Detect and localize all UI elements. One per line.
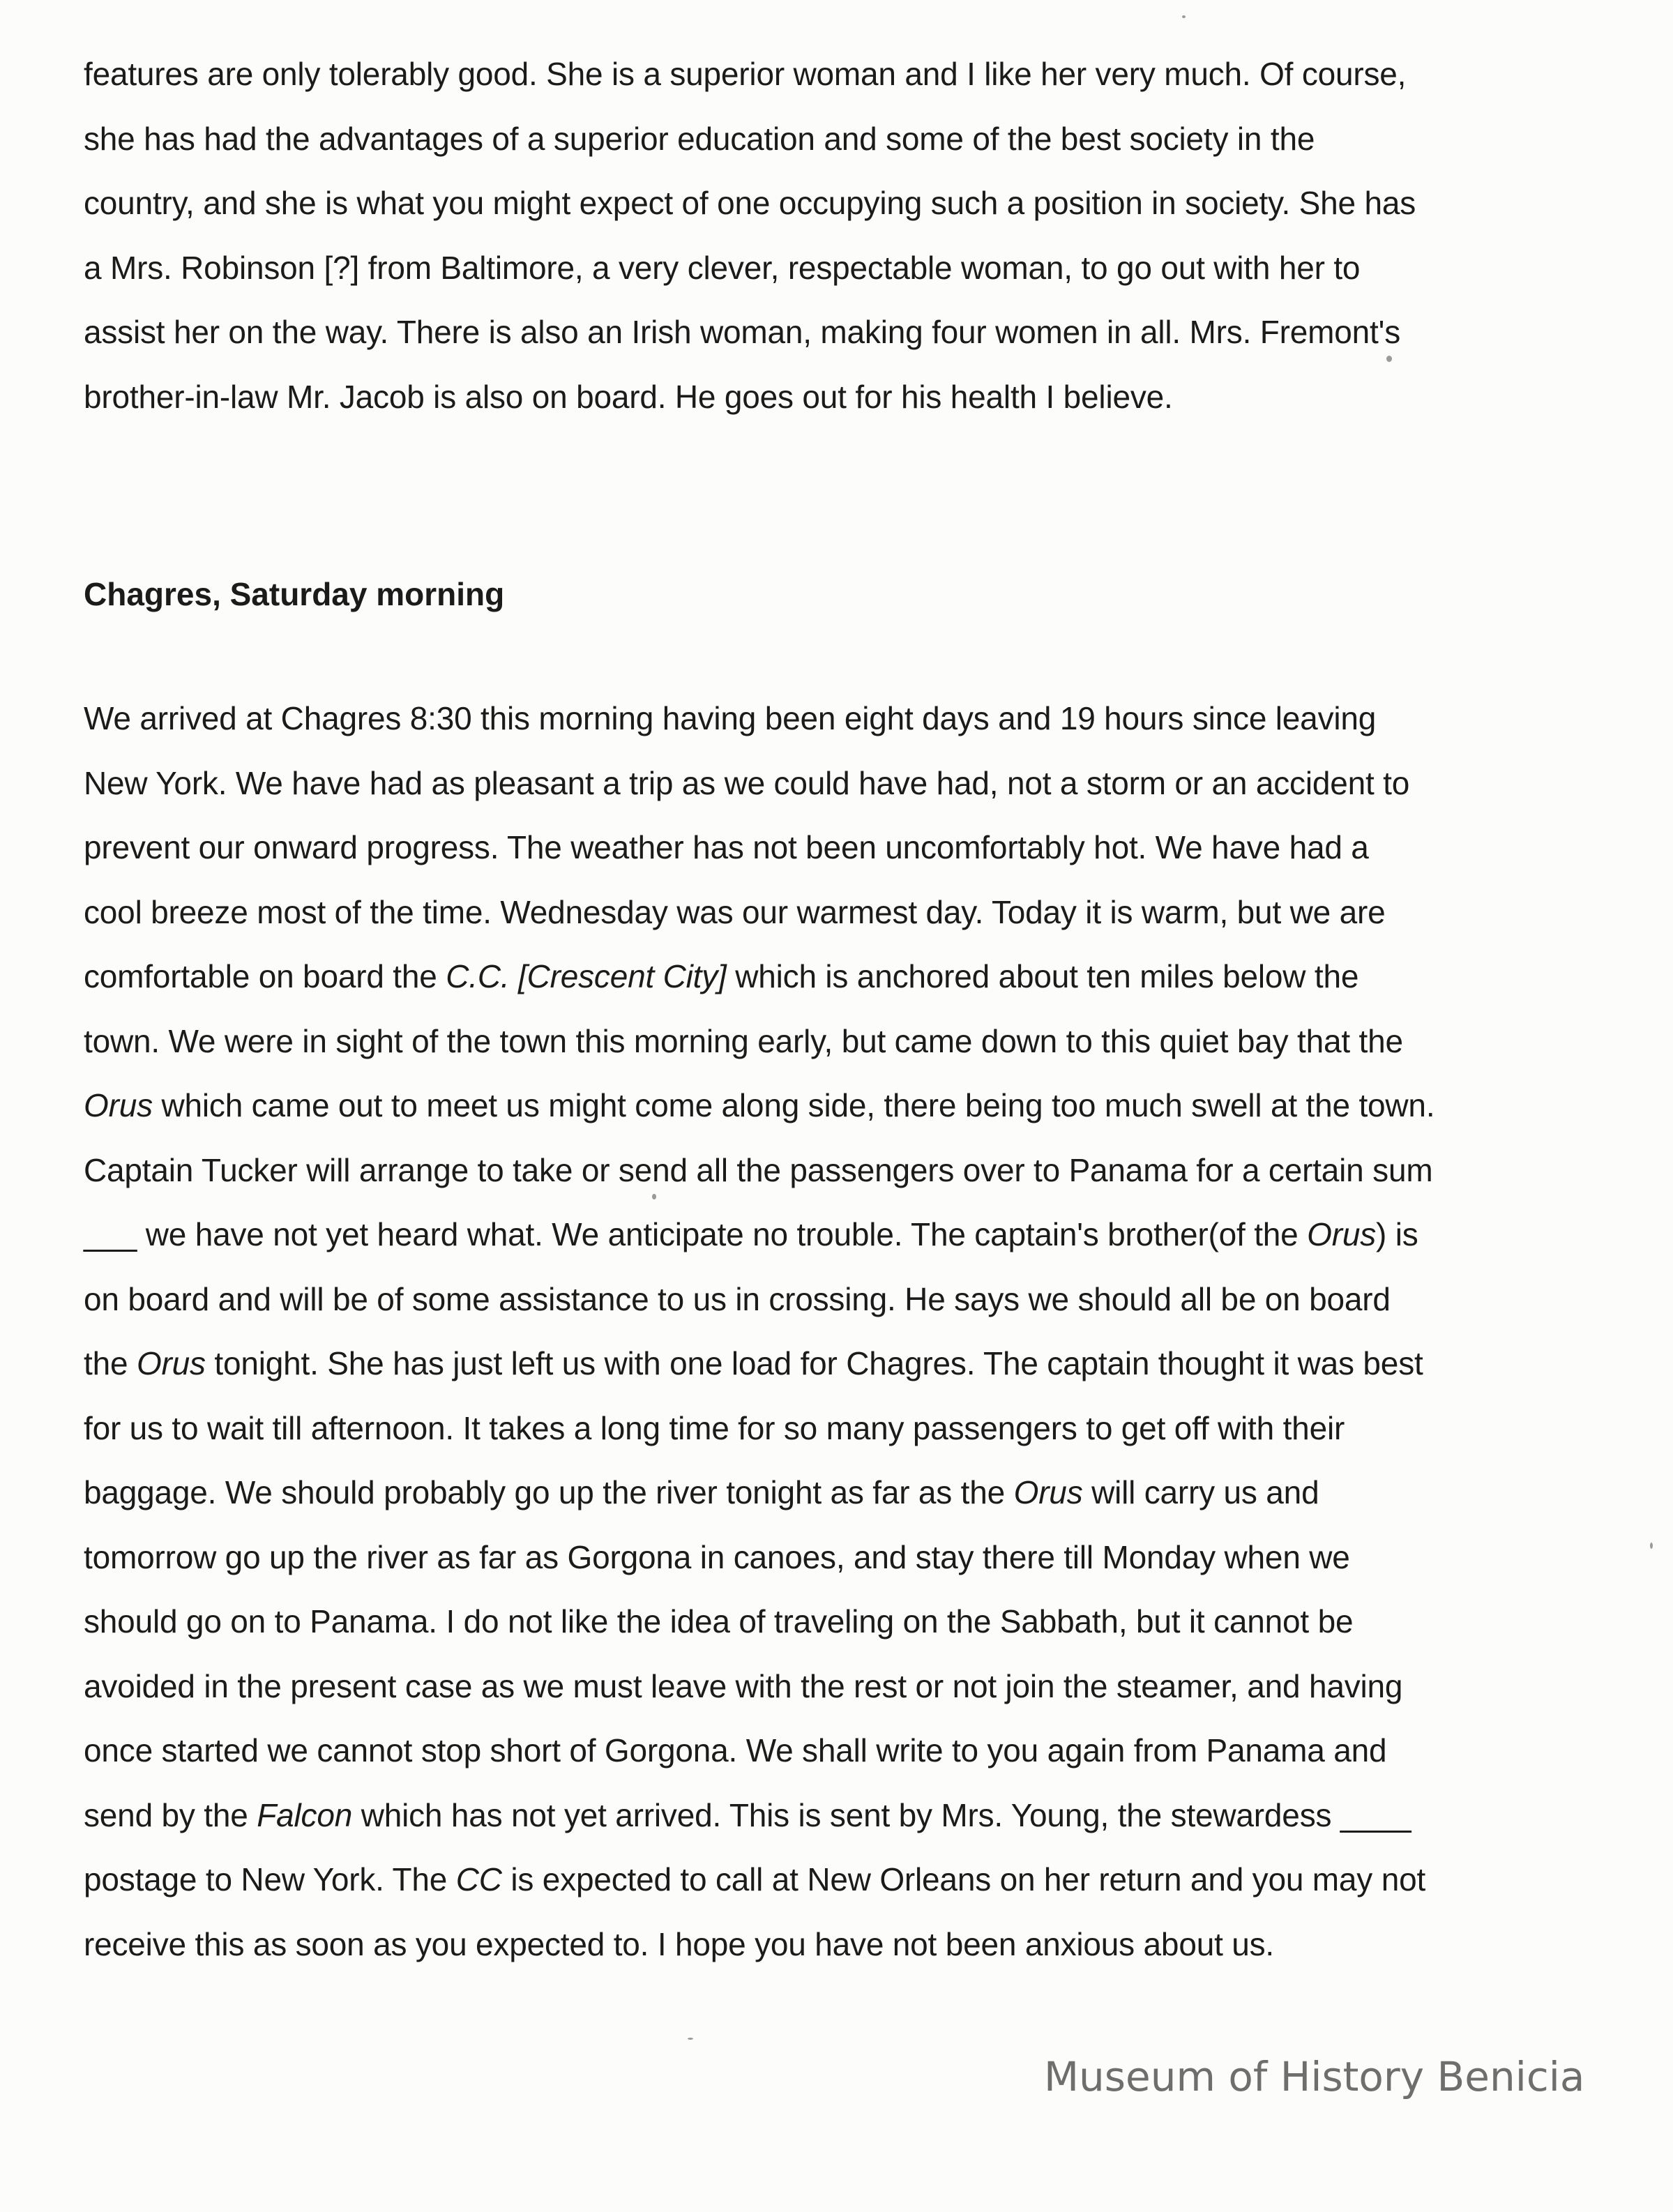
- text-line: [84, 1331, 1639, 1396]
- italic-title: Falcon: [257, 1796, 353, 1833]
- paragraph-1: [84, 42, 1639, 429]
- text-run: assist her on the way. There is also an Irish woman, making four women in all. Mrs. Fremont's: [84, 314, 1400, 350]
- text-line: [84, 1525, 1639, 1590]
- text-run: which came out to meet us might come along side, there being too much swell at the town.: [152, 1087, 1435, 1123]
- text-run: tonight. She has just left us with one load for Chagres. The captain thought it was best: [205, 1345, 1423, 1381]
- scan-speck: [652, 1194, 656, 1199]
- text-line: [84, 815, 1639, 880]
- text-line: [84, 1138, 1639, 1203]
- text-line: [84, 365, 1639, 430]
- text-run: comfortable on board the: [84, 958, 446, 994]
- text-run: for us to wait till afternoon. It takes a long time for so many passengers to get off with their: [84, 1409, 1345, 1446]
- text-run: should go on to Panama. I do not like the idea of traveling on the Sabbath, but it cannot be: [84, 1603, 1354, 1639]
- section-heading: Chagres, Saturday morning: [84, 576, 505, 612]
- text-run: cool breeze most of the time. Wednesday was our warmest day. Today it is warm, but we are: [84, 893, 1386, 930]
- text-run: town. We were in sight of the town this morning early, but came down to this quiet bay that the: [84, 1022, 1403, 1059]
- text-line: [84, 880, 1639, 945]
- text-line: [84, 1847, 1639, 1912]
- text-line: [84, 1654, 1639, 1719]
- text-line: [84, 1912, 1639, 1977]
- text-run: brother-in-law Mr. Jacob is also on board. He goes out for his health I believe.: [84, 378, 1173, 415]
- text-run: once started we cannot stop short of Gorgona. We shall write to you again from Panama and: [84, 1732, 1387, 1768]
- text-run: send by the: [84, 1796, 257, 1833]
- text-line: [84, 1396, 1639, 1461]
- text-line: [84, 1783, 1639, 1848]
- text-line: [84, 171, 1639, 236]
- text-line: [84, 42, 1639, 107]
- text-run: which is anchored about ten miles below the: [726, 958, 1359, 994]
- text-line: [84, 1073, 1639, 1138]
- text-run: she has had the advantages of a superior education and some of the best society in the: [84, 120, 1315, 157]
- italic-title: Orus: [1307, 1216, 1377, 1252]
- text-run: country, and she is what you might expect of one occupying such a position in society. She has: [84, 185, 1416, 221]
- text-run: ) is: [1376, 1216, 1418, 1252]
- text-run: baggage. We should probably go up the river tonight as far as the: [84, 1474, 1014, 1510]
- text-line: [84, 1718, 1639, 1783]
- scan-speck: [1650, 1543, 1653, 1549]
- text-run: which has not yet arrived. This is sent by Mrs. Young, the stewardess ____: [352, 1796, 1411, 1833]
- text-run: avoided in the present case as we must leave with the rest or not join the steamer, and having: [84, 1667, 1403, 1704]
- scan-speck: [1386, 356, 1392, 362]
- text-run: Captain Tucker will arrange to take or send all the passengers over to Panama for a certain sum: [84, 1151, 1433, 1188]
- text-run: will carry us and: [1082, 1474, 1319, 1510]
- scan-speck: [688, 2038, 693, 2040]
- italic-title: Orus: [1013, 1474, 1083, 1510]
- museum-watermark: Museum of History Benicia: [1044, 2053, 1585, 2100]
- text-run: We arrived at Chagres 8:30 this morning having been eight days and 19 hours since leaving: [84, 700, 1377, 736]
- text-line: [84, 107, 1639, 172]
- text-run: the: [84, 1345, 137, 1381]
- text-line: [84, 686, 1639, 751]
- italic-title: CC: [455, 1861, 502, 1897]
- text-run: on board and will be of some assistance to us in crossing. He says we should all be on board: [84, 1280, 1391, 1317]
- text-line: [84, 1009, 1639, 1074]
- text-line: [84, 1202, 1639, 1267]
- text-line: [84, 1267, 1639, 1332]
- italic-title: Orus: [84, 1087, 153, 1123]
- text-run: receive this as soon as you expected to. I hope you have not been anxious about us.: [84, 1925, 1275, 1962]
- italic-title: C.C. [Crescent City]: [446, 958, 727, 994]
- italic-title: Orus: [136, 1345, 206, 1381]
- text-run: tomorrow go up the river as far as Gorgona in canoes, and stay there till Monday when we: [84, 1538, 1350, 1575]
- text-line: [84, 300, 1639, 365]
- text-run: a Mrs. Robinson [?] from Baltimore, a very clever, respectable woman, to go out with her to: [84, 249, 1361, 286]
- text-run: New York. We have had as pleasant a trip as we could have had, not a storm or an accident to: [84, 764, 1410, 801]
- scan-speck: [1182, 15, 1186, 18]
- text-line: [84, 1589, 1639, 1654]
- text-line: [84, 236, 1639, 301]
- text-run: prevent our onward progress. The weather has not been uncomfortably hot. We have had a: [84, 829, 1369, 865]
- text-line: [84, 1460, 1639, 1525]
- text-run: is expected to call at New Orleans on her return and you may not: [501, 1861, 1426, 1897]
- text-run: features are only tolerably good. She is a superior woman and I like her very much. Of course,: [84, 56, 1407, 92]
- text-line: [84, 751, 1639, 816]
- text-run: postage to New York. The: [84, 1861, 456, 1897]
- text-line: [84, 944, 1639, 1009]
- paragraph-2: [84, 686, 1639, 1976]
- text-run: ___ we have not yet heard what. We anticipate no trouble. The captain's brother(of the: [84, 1216, 1308, 1252]
